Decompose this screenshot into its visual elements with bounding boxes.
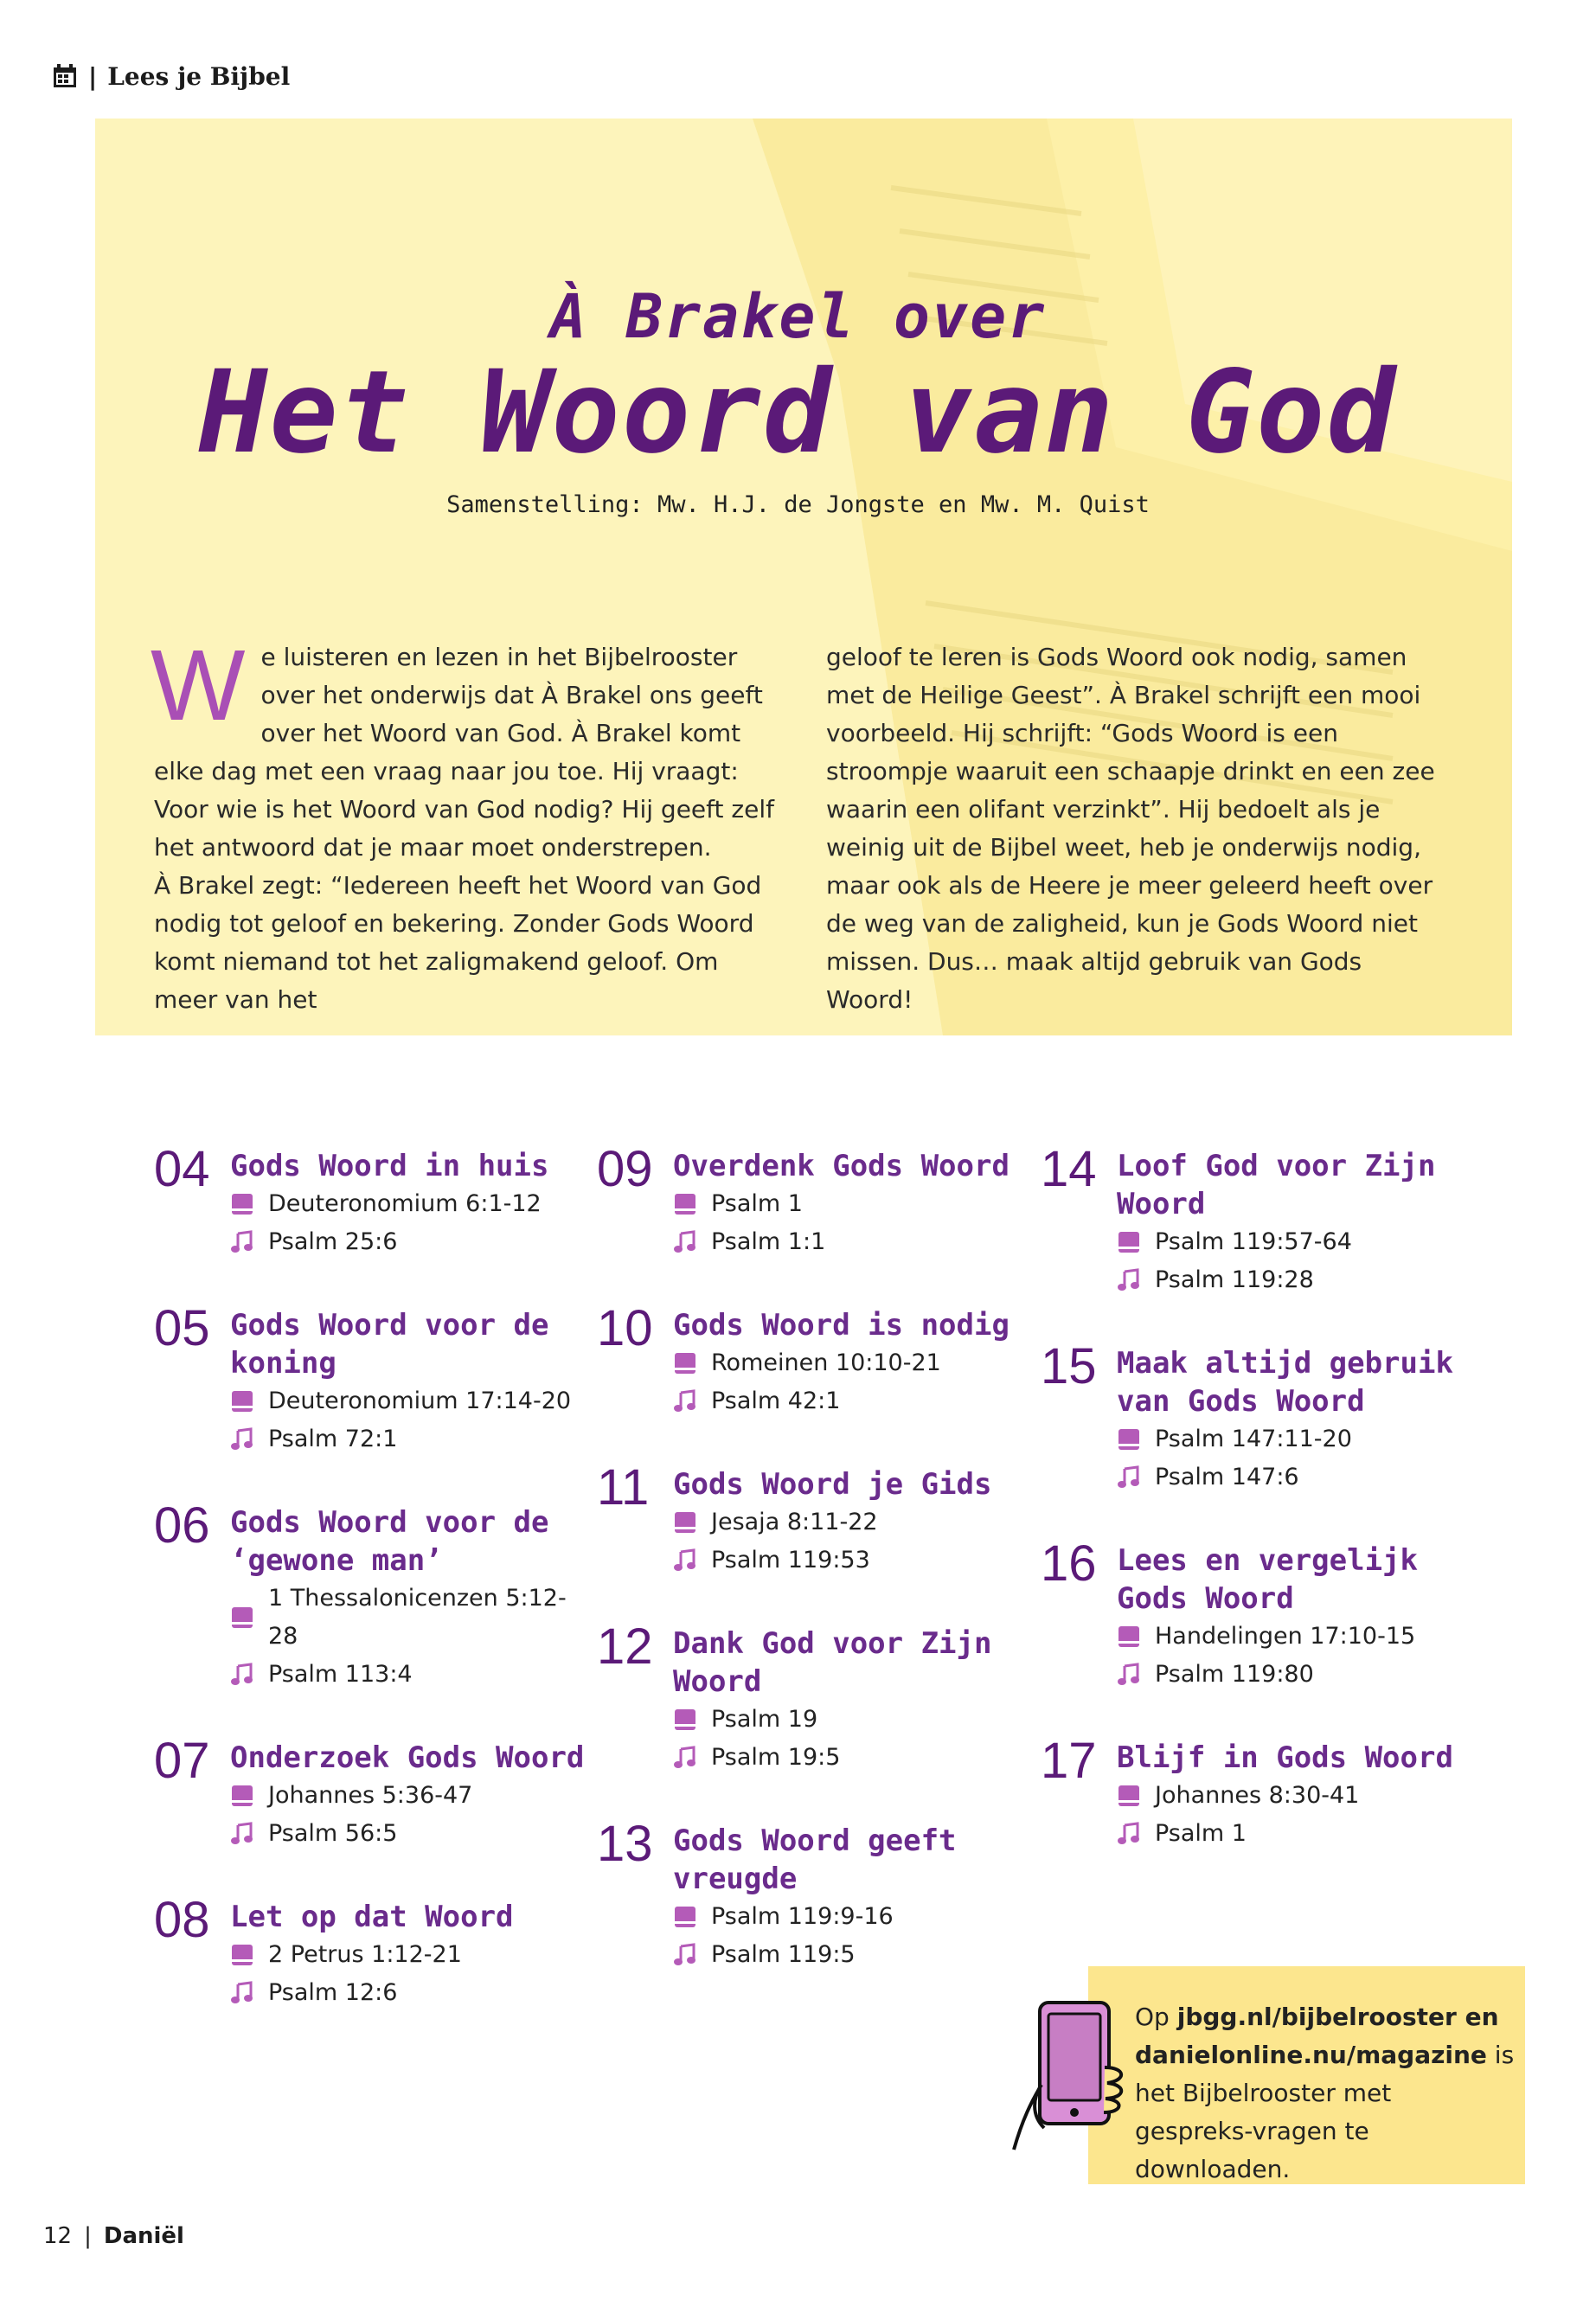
reading-ref	[230, 1185, 586, 1223]
download-info-text	[1135, 1998, 1516, 2189]
credits: Samenstelling: Mw. H.J. de Jongste en Mw. M. Quist	[446, 491, 1150, 518]
schedule-column	[1041, 1140, 1473, 1891]
psalm-ref	[673, 1739, 1029, 1777]
psalm-ref	[673, 1541, 1029, 1580]
psalm-ref	[673, 1223, 1029, 1261]
reading-text: Deuteronomium 17:14-20	[268, 1388, 572, 1414]
schedule-entry	[154, 1299, 586, 1458]
music-note-icon	[673, 1230, 697, 1254]
book-icon	[1117, 1230, 1141, 1254]
reading-text: Jesaja 8:11-22	[711, 1509, 878, 1535]
reading-text: Deuteronomium 6:1-12	[268, 1190, 542, 1217]
reading-ref	[673, 1898, 1029, 1936]
psalm-text: Psalm 119:53	[711, 1547, 870, 1574]
psalm-ref	[1117, 1458, 1473, 1497]
schedule-entry	[597, 1815, 1029, 1974]
day-number: 17	[1041, 1733, 1097, 1789]
magazine-name: Daniël	[103, 2223, 184, 2249]
day-number: 10	[597, 1300, 653, 1356]
info-suffix: is het Bijbelrooster met gespreks-vragen te downloaden.	[1135, 2041, 1515, 2183]
psalm-text: Psalm 1	[1155, 1820, 1247, 1847]
schedule-entry	[1041, 1140, 1473, 1299]
psalm-ref	[673, 1382, 1029, 1420]
psalm-ref	[1117, 1261, 1473, 1299]
intro-paragraph: e luisteren en lezen in het Bijbelrooster over het onderwijs dat À Brakel ons geeft over het Woord van God. À Brakel komt elke dag met een vraag naar jou toe. Hij vraagt: Voor wie is het Woord van God nodig? Hij geeft zelf het antwoord dat je maar moet onderstrepen.	[154, 643, 774, 862]
music-note-icon	[673, 1548, 697, 1573]
music-note-icon	[673, 1746, 697, 1770]
reading-ref	[673, 1344, 1029, 1382]
entry-title: Blijf in Gods Woord	[1117, 1740, 1453, 1775]
schedule-entry	[154, 1732, 586, 1853]
reading-ref	[1117, 1420, 1473, 1458]
book-icon	[230, 1389, 254, 1413]
entry-title: Gods Woord geeft vreugde	[673, 1823, 957, 1896]
psalm-text: Psalm 113:4	[268, 1661, 413, 1688]
reading-text: Psalm 147:11-20	[1155, 1426, 1352, 1452]
entry-body	[673, 1618, 1029, 1777]
book-icon	[230, 1784, 254, 1808]
music-note-icon	[1117, 1465, 1141, 1490]
entry-body	[230, 1140, 586, 1261]
music-note-icon	[230, 1822, 254, 1846]
download-link[interactable]: jbgg.nl/bijbelrooster en danielonline.nu/magazine	[1135, 2003, 1499, 2069]
reading-text: Psalm 19	[711, 1706, 818, 1733]
book-icon	[230, 1192, 254, 1216]
psalm-text: Psalm 12:6	[268, 1979, 398, 2006]
psalm-text: Psalm 1:1	[711, 1228, 826, 1255]
music-note-icon	[1117, 1663, 1141, 1687]
reading-text: 2 Petrus 1:12-21	[268, 1941, 462, 1968]
schedule-entry	[154, 1497, 586, 1694]
music-note-icon	[673, 1389, 697, 1413]
music-note-icon	[230, 1663, 254, 1687]
day-number: 12	[597, 1618, 653, 1675]
book-icon	[1117, 1625, 1141, 1649]
hero-subtitle: À Brakel over	[549, 281, 1047, 352]
entry-body	[1117, 1140, 1473, 1299]
entry-body	[230, 1891, 586, 2012]
reading-text: Johannes 8:30-41	[1155, 1782, 1360, 1809]
book-icon	[230, 1606, 254, 1630]
info-prefix: Op	[1135, 2003, 1177, 2031]
entry-title: Lees en vergelijk Gods Woord	[1117, 1543, 1418, 1616]
schedule-entry	[1041, 1732, 1473, 1853]
psalm-text: Psalm 119:28	[1155, 1266, 1314, 1293]
reading-ref	[230, 1936, 586, 1974]
drop-cap: W	[151, 629, 246, 741]
psalm-text: Psalm 19:5	[711, 1744, 841, 1771]
intro-paragraph: geloof te leren is Gods Woord ook nodig, samen met de Heilige Geest”. À Brakel schrijft een mooi voorbeeld. Hij schrijft: “Gods Woord is een stroompje waaruit een schaapje drinkt en een zee waarin een olifant verzinkt”. Hij bedoelt als je weinig uit de Bijbel weet, heb je onderwijs nodig, maar ook als de Heere je meer geleerd heeft over de weg van de zaligheid, kun je Gods Woord niet missen. Dus… maak altijd gebruik van Gods Woord!	[826, 643, 1435, 1014]
reading-text: Johannes 5:36-47	[268, 1782, 473, 1809]
intro-paragraph: À Brakel zegt: “Iedereen heeft het Woord van God nodig tot geloof en bekering. Zonder Gods Woord komt niemand tot het zaligmakend geloof. Om meer van het	[154, 871, 762, 1014]
schedule-entry	[154, 1140, 586, 1261]
entry-title: Onderzoek Gods Woord	[230, 1740, 585, 1775]
psalm-ref	[673, 1936, 1029, 1974]
schedule-entry	[154, 1891, 586, 2012]
book-icon	[673, 1708, 697, 1732]
schedule-entry	[597, 1140, 1029, 1261]
psalm-text: Psalm 56:5	[268, 1820, 398, 1847]
entry-title: Gods Woord in huis	[230, 1149, 549, 1183]
footer-separator: |	[84, 2223, 92, 2249]
reading-text: Handelingen 17:10-15	[1155, 1623, 1416, 1650]
page-footer	[43, 2223, 184, 2249]
day-number: 13	[597, 1816, 653, 1872]
schedule-entry	[597, 1618, 1029, 1777]
psalm-text: Psalm 147:6	[1155, 1464, 1299, 1490]
reading-ref	[1117, 1223, 1473, 1261]
section-label: Lees je Bijbel	[107, 61, 291, 91]
reading-ref	[230, 1580, 586, 1656]
header-separator: |	[88, 61, 98, 91]
reading-text: Psalm 1	[711, 1190, 803, 1217]
section-header	[52, 59, 290, 93]
reading-text: Psalm 119:57-64	[1155, 1228, 1352, 1255]
reading-ref	[1117, 1777, 1473, 1815]
psalm-ref	[230, 1223, 586, 1261]
music-note-icon	[230, 1981, 254, 2005]
hero-title: Het Woord van God	[198, 346, 1397, 479]
book-icon	[1117, 1427, 1141, 1452]
reading-ref	[673, 1503, 1029, 1541]
psalm-text: Psalm 119:80	[1155, 1661, 1314, 1688]
music-note-icon	[673, 1943, 697, 1967]
psalm-ref	[230, 1815, 586, 1853]
book-icon	[673, 1351, 697, 1375]
intro-right-column	[826, 638, 1449, 1019]
day-number: 06	[154, 1497, 210, 1554]
entry-title: Maak altijd gebruik van Gods Woord	[1117, 1346, 1453, 1419]
reading-text: 1 Thessalonicenzen 5:12-28	[268, 1585, 567, 1650]
book-icon	[1117, 1784, 1141, 1808]
entry-title: Gods Woord is nodig	[673, 1308, 1010, 1343]
entry-title: Gods Woord je Gids	[673, 1467, 992, 1502]
schedule-column	[154, 1140, 586, 2050]
entry-body	[673, 1458, 1029, 1580]
psalm-ref	[230, 1656, 586, 1694]
music-note-icon	[1117, 1822, 1141, 1846]
reading-ref	[230, 1777, 586, 1815]
day-number: 14	[1041, 1141, 1097, 1197]
reading-ref	[230, 1382, 586, 1420]
day-number: 07	[154, 1733, 210, 1789]
day-number: 04	[154, 1141, 210, 1197]
calendar-icon	[52, 63, 78, 89]
day-number: 11	[597, 1459, 650, 1516]
reading-text: Romeinen 10:10-21	[711, 1349, 941, 1376]
day-number: 16	[1041, 1535, 1097, 1592]
entry-title: Overdenk Gods Woord	[673, 1149, 1010, 1183]
day-number: 08	[154, 1892, 210, 1948]
book-icon	[673, 1905, 697, 1929]
book-icon	[230, 1943, 254, 1967]
psalm-text: Psalm 42:1	[711, 1388, 841, 1414]
reading-ref	[673, 1185, 1029, 1223]
entry-title: Dank God voor Zijn Woord	[673, 1626, 992, 1699]
schedule-entry	[1041, 1337, 1473, 1497]
schedule-entry	[597, 1458, 1029, 1580]
entry-body	[673, 1299, 1029, 1420]
entry-body	[1117, 1535, 1473, 1694]
schedule-column	[597, 1140, 1029, 2012]
entry-title: Gods Woord voor de ‘gewone man’	[230, 1505, 549, 1578]
schedule-entry	[1041, 1535, 1473, 1694]
entry-body	[230, 1299, 586, 1458]
day-number: 15	[1041, 1338, 1097, 1394]
psalm-ref	[1117, 1656, 1473, 1694]
day-number: 09	[597, 1141, 653, 1197]
entry-body	[230, 1732, 586, 1853]
reading-text: Psalm 119:9-16	[711, 1903, 894, 1930]
entry-body	[1117, 1337, 1473, 1497]
music-note-icon	[1117, 1268, 1141, 1292]
page-number: 12	[43, 2223, 73, 2249]
schedule-entry	[597, 1299, 1029, 1420]
phone-in-hand-icon	[997, 1998, 1135, 2154]
entry-body	[230, 1497, 586, 1694]
psalm-text: Psalm 72:1	[268, 1426, 398, 1452]
book-icon	[673, 1192, 697, 1216]
music-note-icon	[230, 1427, 254, 1452]
reading-ref	[1117, 1618, 1473, 1656]
day-number: 05	[154, 1300, 210, 1356]
reading-ref	[673, 1701, 1029, 1739]
entry-title: Gods Woord voor de koning	[230, 1308, 549, 1381]
book-icon	[673, 1510, 697, 1535]
entry-body	[673, 1815, 1029, 1974]
music-note-icon	[230, 1230, 254, 1254]
psalm-ref	[230, 1974, 586, 2012]
psalm-text: Psalm 25:6	[268, 1228, 398, 1255]
entry-title: Loof God voor Zijn Woord	[1117, 1149, 1436, 1221]
entry-title: Let op dat Woord	[230, 1900, 514, 1934]
entry-body	[1117, 1732, 1473, 1853]
entry-body	[673, 1140, 1029, 1261]
intro-left-column	[151, 629, 777, 1019]
psalm-ref	[1117, 1815, 1473, 1853]
psalm-ref	[230, 1420, 586, 1458]
psalm-text: Psalm 119:5	[711, 1941, 856, 1968]
